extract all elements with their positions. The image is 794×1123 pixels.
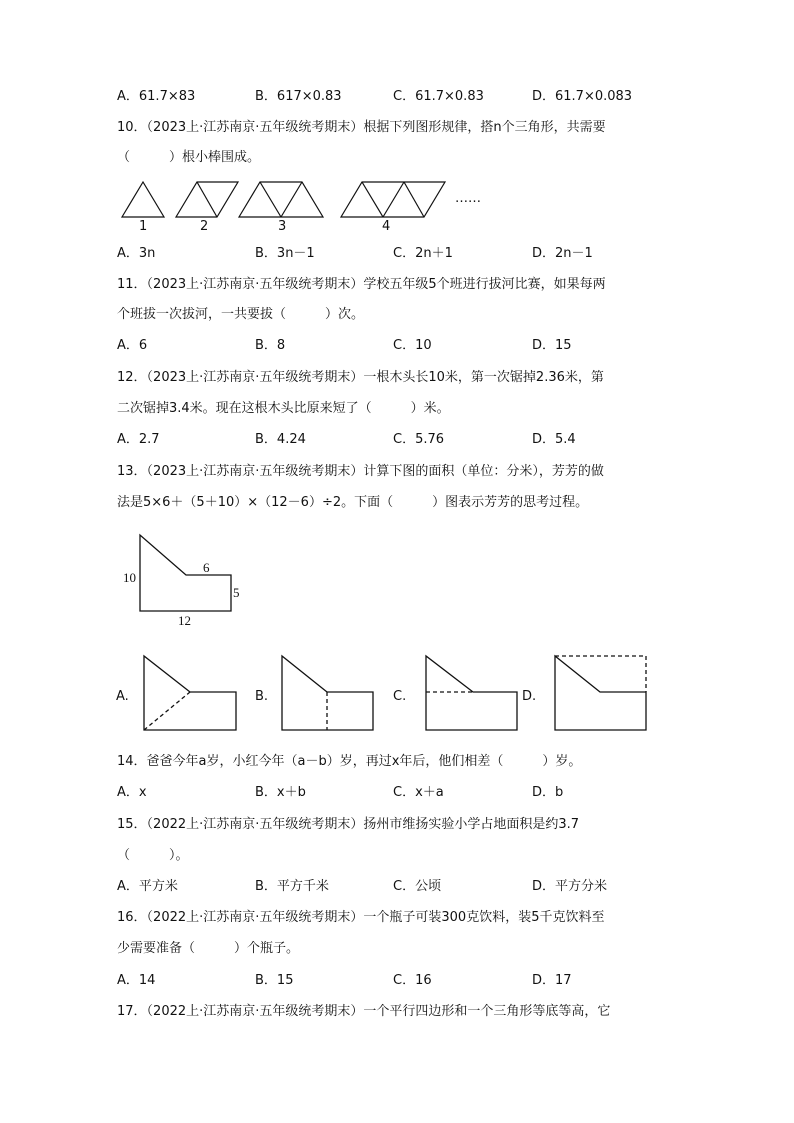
q11-stem-line1: 11．（2023上·江苏南京·五年级统考期末）学校五年级5个班进行拔河比赛，如果每两 <box>117 277 606 292</box>
q16-option-a[interactable]: A．14 <box>117 973 156 988</box>
q14-option-d[interactable]: D．b <box>532 785 564 800</box>
q11-option-d[interactable]: D．15 <box>532 338 572 353</box>
q11-options <box>117 338 677 354</box>
dim-top: 6 <box>203 560 210 575</box>
q14-option-c[interactable]: C．x＋a <box>393 785 444 800</box>
q13-stem-line1: 13．（2023上·江苏南京·五年级统考期末）计算下图的面积（单位：分米），芳芳的做 <box>117 464 604 479</box>
q15-option-d[interactable]: D．平方分米 <box>532 879 608 894</box>
q14-option-a[interactable]: A．x <box>117 785 147 800</box>
q9-option-c[interactable]: C．61.7×0.83 <box>393 89 484 104</box>
pattern-1 <box>122 182 164 217</box>
q15-option-c[interactable]: C．公顷 <box>393 879 442 894</box>
q12-stem-line2: 二次锯掉3.4米。现在这根木头比原来短了（ ）米。 <box>117 401 450 416</box>
q9-option-b[interactable]: B．617×0.83 <box>255 89 342 104</box>
q10-option-b[interactable]: B．3n－1 <box>255 246 315 261</box>
q10-option-c[interactable]: C．2n＋1 <box>393 246 453 261</box>
pattern-4 <box>341 182 445 217</box>
q12-option-d[interactable]: D．5.4 <box>532 432 576 447</box>
q13-option-b-label[interactable]: B. <box>255 689 269 704</box>
q15-stem-line2: （ ）。 <box>117 848 189 863</box>
q14-option-b[interactable]: B．x＋b <box>255 785 306 800</box>
q9-option-a[interactable]: A．61.7×83 <box>117 89 196 104</box>
q10-option-d[interactable]: D．2n－1 <box>532 246 593 261</box>
q12-option-b[interactable]: B．4.24 <box>255 432 306 447</box>
dim-bottom: 12 <box>178 613 191 628</box>
q10-option-a[interactable]: A．3n <box>117 246 156 261</box>
q12-option-a[interactable]: A．2.7 <box>117 432 160 447</box>
q15-option-a[interactable]: A．平方米 <box>117 879 178 894</box>
q10-options <box>117 246 677 262</box>
q11-option-b[interactable]: B．8 <box>255 338 286 353</box>
q16-stem-line1: 16．（2022上·江苏南京·五年级统考期末）一个瓶子可装300克饮料，装5千克饮料至 <box>117 910 605 925</box>
pattern-2 <box>176 182 238 217</box>
q13-option-c-label[interactable]: C. <box>393 689 407 704</box>
q16-option-d[interactable]: D．17 <box>532 973 572 988</box>
q15-options <box>117 879 677 895</box>
q15-option-b[interactable]: B．平方千米 <box>255 879 329 894</box>
pattern-label-4: 4 <box>382 219 391 234</box>
q15-stem-line1: 15．（2022上·江苏南京·五年级统考期末）扬州市维扬实验小学占地面积是约3.7 <box>117 817 580 832</box>
q12-option-c[interactable]: C．5.76 <box>393 432 445 447</box>
pattern-label-1: 1 <box>139 219 148 234</box>
q14-stem-line1: 14．爸爸今年a岁，小红今年（a－b）岁，再过x年后，他们相差（ ）岁。 <box>117 754 582 769</box>
q9-options <box>117 89 677 105</box>
q11-option-a[interactable]: A．6 <box>117 338 148 353</box>
q13-option-a-label[interactable]: A. <box>116 689 129 704</box>
q11-option-c[interactable]: C．10 <box>393 338 432 353</box>
q16-stem-line2: 少需要准备（ ）个瓶子。 <box>117 941 300 956</box>
q13-option-d-label[interactable]: D. <box>522 689 537 704</box>
q17-stem-line1: 17．（2022上·江苏南京·五年级统考期末）一个平行四边形和一个三角形等底等高，它 <box>117 1004 611 1019</box>
q11-stem-line2: 个班拔一次拔河，一共要拔（ ）次。 <box>117 307 365 322</box>
pattern-ellipsis: …… <box>455 191 481 206</box>
q12-options <box>117 432 677 448</box>
pattern-label-3: 3 <box>278 219 287 234</box>
q10-stem-line1: 10．（2023上·江苏南京·五年级统考期末）根据下列图形规律，搭n个三角形，共需要 <box>117 120 606 135</box>
q16-option-b[interactable]: B．15 <box>255 973 294 988</box>
q9-option-d[interactable]: D．61.7×0.083 <box>532 89 633 104</box>
dim-right: 5 <box>233 585 240 600</box>
q13-stem-line2: 法是5×6＋（5＋10）×（12－6）÷2。下面（ ）图表示芳芳的思考过程。 <box>117 495 589 510</box>
pattern-label-2: 2 <box>200 219 209 234</box>
q10-stem-line2: （ ）根小棒围成。 <box>117 150 261 165</box>
q12-stem-line1: 12．（2023上·江苏南京·五年级统考期末）一根木头长10米，第一次锯掉2.36米，第 <box>117 370 604 385</box>
pattern-3 <box>239 182 323 217</box>
q16-options <box>117 973 677 989</box>
q16-option-c[interactable]: C．16 <box>393 973 432 988</box>
dim-left: 10 <box>123 570 136 585</box>
q14-options <box>117 785 677 801</box>
